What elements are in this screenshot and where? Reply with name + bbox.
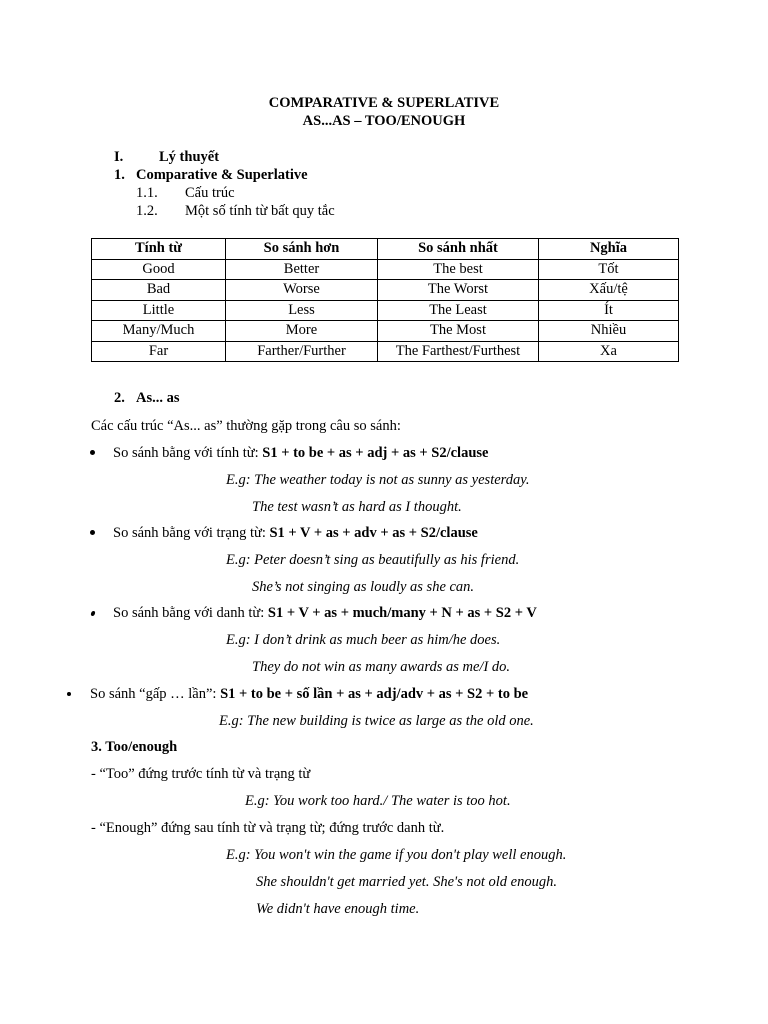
table-cell: The Most xyxy=(378,321,539,342)
table-cell: More xyxy=(226,321,378,342)
document-title: COMPARATIVE & SUPERLATIVE xyxy=(268,95,500,111)
table-cell: The Farthest/Furthest xyxy=(378,341,539,362)
table-cell: The best xyxy=(378,259,539,280)
example-sentence: E.g: I don’t drink as much beer as him/he does. xyxy=(226,632,501,648)
bullet-item xyxy=(90,685,528,703)
rule-text: - “Enough” đứng sau tính từ và trạng từ; đứng trước danh từ. xyxy=(91,820,445,836)
subitem-title: Cấu trúc xyxy=(185,185,235,201)
rule-text: - “Too” đứng trước tính từ và trạng từ xyxy=(91,766,311,782)
item-number: 1. xyxy=(114,167,125,183)
subitem-number: 1.1. xyxy=(136,185,158,201)
example-sentence: E.g: Peter doesn’t sing as beautifully as his friend. xyxy=(226,552,520,568)
table-cell: Nhiều xyxy=(539,321,679,342)
table-cell: Tốt xyxy=(539,259,679,280)
table-cell: The Least xyxy=(378,300,539,321)
section-number: I. xyxy=(114,149,124,165)
example-sentence: She’s not singing as loudly as she can. xyxy=(252,579,475,595)
example-sentence: E.g: You work too hard./ The water is too hot. xyxy=(245,793,511,809)
formula: S1 + V + as + adv + as + S2/clause xyxy=(269,525,478,541)
section-heading: 3. Too/enough xyxy=(91,739,178,755)
intro-text: Các cấu trúc “As... as” thường gặp trong câu so sánh: xyxy=(91,418,401,434)
table-cell: Far xyxy=(92,341,226,362)
table-cell: Many/Much xyxy=(92,321,226,342)
table-header-cell: Tính từ xyxy=(92,239,226,260)
table-cell: Worse xyxy=(226,280,378,301)
table-row xyxy=(92,321,679,342)
formula: S1 + V + as + much/many + N + as + S2 + V xyxy=(267,605,537,621)
bullet-dot xyxy=(90,530,95,535)
irregular-adjectives-table xyxy=(91,238,679,362)
table-header-cell: So sánh nhất xyxy=(378,239,539,260)
bullet-label: So sánh “gấp … lần”: xyxy=(90,686,221,702)
example-sentence: E.g: The new building is twice as large as the old one. xyxy=(219,713,534,729)
formula: S1 + to be + số lần + as + adj/adv + as + S2 + to be xyxy=(220,686,529,702)
example-sentence: E.g: The weather today is not as sunny as yesterday. xyxy=(226,472,530,488)
table-cell: Bad xyxy=(92,280,226,301)
bullet-dot xyxy=(90,611,95,616)
subitem-title: Một số tính từ bất quy tắc xyxy=(185,203,335,219)
section-number: 2. xyxy=(114,390,125,406)
document-subtitle: AS...AS – TOO/ENOUGH xyxy=(302,113,466,129)
example-sentence: The test wasn’t as hard as I thought. xyxy=(252,499,462,515)
bullet-dot xyxy=(67,692,71,696)
table-cell: Xa xyxy=(539,341,679,362)
table-cell: The Worst xyxy=(378,280,539,301)
table-row xyxy=(92,259,679,280)
bullet-label: So sánh bằng với tính từ: xyxy=(113,445,263,461)
section-title: Lý thuyết xyxy=(159,149,220,165)
bullet-item xyxy=(113,444,488,462)
table-row xyxy=(92,341,679,362)
bullet-dot xyxy=(90,450,95,455)
table-cell: Farther/Further xyxy=(226,341,378,362)
table-row xyxy=(92,280,679,301)
table-cell: Xấu/tệ xyxy=(539,280,679,301)
table-cell: Better xyxy=(226,259,378,280)
item-title: Comparative & Superlative xyxy=(136,167,308,183)
section-heading: As... as xyxy=(136,390,180,406)
table-cell: Less xyxy=(226,300,378,321)
table-header-cell: Nghĩa xyxy=(539,239,679,260)
table-cell: Little xyxy=(92,300,226,321)
table-row xyxy=(92,300,679,321)
example-sentence: She shouldn't get married yet. She's not old enough. xyxy=(256,874,557,890)
table-cell: Good xyxy=(92,259,226,280)
example-sentence: E.g: You won't win the game if you don't play well enough. xyxy=(226,847,567,863)
example-sentence: They do not win as many awards as me/I do. xyxy=(252,659,511,675)
bullet-label: So sánh bằng với danh từ: xyxy=(113,605,268,621)
bullet-label: So sánh bằng với trạng từ: xyxy=(113,525,270,541)
formula: S1 + to be + as + adj + as + S2/clause xyxy=(262,445,489,461)
example-sentence: We didn't have enough time. xyxy=(256,901,420,917)
bullet-item xyxy=(113,524,478,542)
table-header-row xyxy=(92,239,679,260)
subitem-number: 1.2. xyxy=(136,203,158,219)
bullet-item xyxy=(113,604,537,622)
table-header-cell: So sánh hơn xyxy=(226,239,378,260)
table-cell: Ít xyxy=(539,300,679,321)
